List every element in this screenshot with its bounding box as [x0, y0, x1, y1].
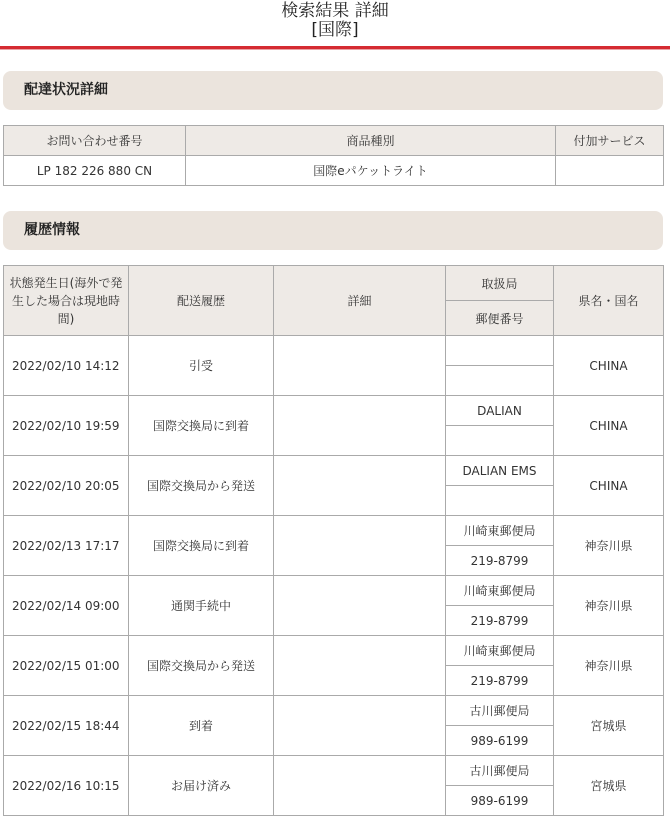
row-region: CHINA — [554, 396, 664, 456]
row-detail — [274, 636, 446, 696]
row-status: 国際交換局に到着 — [129, 516, 274, 576]
table-row — [4, 576, 664, 606]
row-region: CHINA — [554, 336, 664, 396]
row-status: 引受 — [129, 336, 274, 396]
table-row — [4, 336, 664, 366]
row-detail — [274, 396, 446, 456]
row-office — [446, 336, 554, 366]
header-product-type: 商品種別 — [186, 126, 556, 156]
row-status: 通関手続中 — [129, 576, 274, 636]
row-datetime: 2022/02/10 20:05 — [4, 456, 129, 516]
header-office: 取扱局 — [446, 266, 554, 301]
row-datetime: 2022/02/15 01:00 — [4, 636, 129, 696]
row-office: DALIAN EMS — [446, 456, 554, 486]
row-region: 神奈川県 — [554, 576, 664, 636]
table-row — [4, 636, 664, 666]
row-datetime: 2022/02/16 10:15 — [4, 756, 129, 816]
row-datetime: 2022/02/13 17:17 — [4, 516, 129, 576]
row-detail — [274, 456, 446, 516]
header-datetime: 状態発生日(海外で発生した場合は現地時間) — [4, 266, 129, 336]
row-datetime: 2022/02/14 09:00 — [4, 576, 129, 636]
header-postal-code: 郵便番号 — [446, 301, 554, 336]
table-header-row — [4, 266, 664, 301]
row-region: 宮城県 — [554, 696, 664, 756]
page-title: 検索結果 詳細 — [281, 1, 389, 21]
row-detail — [274, 696, 446, 756]
header-extra-service: 付加サービス — [556, 126, 664, 156]
row-postal-code — [446, 426, 554, 456]
row-region: 神奈川県 — [554, 636, 664, 696]
row-postal-code: 219-8799 — [446, 666, 554, 696]
section-title: 履歴情報 — [24, 222, 80, 238]
history-section-header — [3, 211, 663, 250]
row-office: 川崎東郵便局 — [446, 576, 554, 606]
row-region: 宮城県 — [554, 756, 664, 816]
row-status: 国際交換局に到着 — [129, 396, 274, 456]
row-postal-code — [446, 486, 554, 516]
row-office: DALIAN — [446, 396, 554, 426]
row-status: 国際交換局から発送 — [129, 456, 274, 516]
row-detail — [274, 336, 446, 396]
table-row — [4, 696, 664, 726]
section-title: 配達状況詳細 — [24, 82, 108, 98]
row-status: 到着 — [129, 696, 274, 756]
table-row — [4, 756, 664, 786]
header-detail: 詳細 — [274, 266, 446, 336]
tracking-no: LP 182 226 880 CN — [4, 156, 186, 186]
header-divider-shadow — [0, 49, 670, 50]
row-office: 川崎東郵便局 — [446, 516, 554, 546]
row-status: お届け済み — [129, 756, 274, 816]
row-postal-code: 989-6199 — [446, 786, 554, 816]
row-postal-code — [446, 366, 554, 396]
header-region: 県名・国名 — [554, 266, 664, 336]
row-datetime: 2022/02/10 14:12 — [4, 336, 129, 396]
header-tracking-no: お問い合わせ番号 — [4, 126, 186, 156]
history-table — [3, 265, 664, 816]
header-status: 配送履歴 — [129, 266, 274, 336]
row-office: 古川郵便局 — [446, 756, 554, 786]
row-status: 国際交換局から発送 — [129, 636, 274, 696]
row-office: 川崎東郵便局 — [446, 636, 554, 666]
table-row — [4, 456, 664, 486]
page-header — [0, 0, 670, 50]
row-postal-code: 219-8799 — [446, 606, 554, 636]
row-detail — [274, 576, 446, 636]
row-office: 古川郵便局 — [446, 696, 554, 726]
row-datetime: 2022/02/10 19:59 — [4, 396, 129, 456]
table-row — [4, 396, 664, 426]
row-postal-code: 989-6199 — [446, 726, 554, 756]
row-detail — [274, 756, 446, 816]
page-subtitle: [国際] — [311, 20, 359, 40]
row-region: CHINA — [554, 456, 664, 516]
row-postal-code: 219-8799 — [446, 546, 554, 576]
delivery-status-section-header — [3, 71, 663, 110]
row-datetime: 2022/02/15 18:44 — [4, 696, 129, 756]
table-row — [4, 516, 664, 546]
item-info-table — [3, 125, 664, 186]
table-row — [4, 156, 664, 186]
extra-service — [556, 156, 664, 186]
table-header-row — [4, 126, 664, 156]
row-region: 神奈川県 — [554, 516, 664, 576]
product-type: 国際eパケットライト — [186, 156, 556, 186]
row-detail — [274, 516, 446, 576]
